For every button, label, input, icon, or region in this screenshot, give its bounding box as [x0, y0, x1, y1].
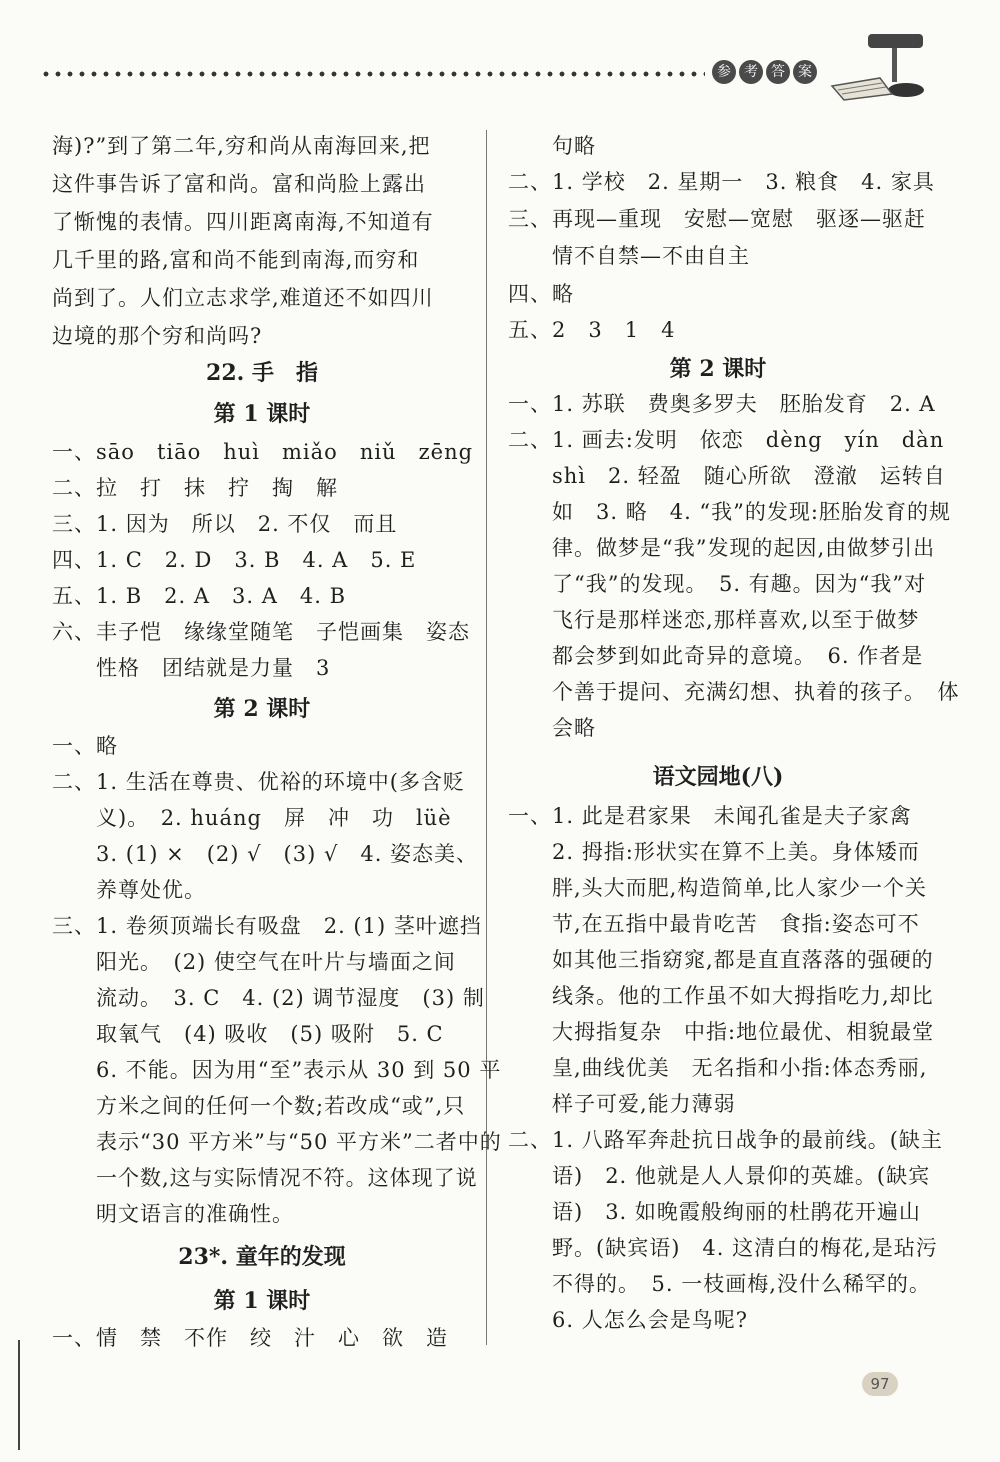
text-line: 表示“30 平方米”与“50 平方米”二者中的 — [52, 1130, 502, 1154]
dotted-rule — [40, 70, 705, 78]
reference-answer-badges — [712, 60, 817, 84]
text-line: 了惭愧的表情。四川距离南海,不知道有 — [52, 210, 434, 234]
lesson-subtitle: 第 1 课时 — [213, 401, 311, 427]
text-line: 三、1. 因为 所以 2. 不仅 而且 — [52, 512, 398, 536]
text-line: 2. 拇指:形状实在算不上美。身体矮而 — [508, 840, 920, 864]
text-line: 三、再现—重现 安慰—宽慰 驱逐—驱赶 — [508, 207, 926, 231]
text-line: 一、1. 此是君家果 未闻孔雀是夫子家禽 — [508, 804, 912, 828]
lesson-subtitle: 第 2 课时 — [669, 356, 767, 382]
text-line: 性格 团结就是力量 3 — [52, 656, 331, 680]
section-title: 语文园地(八) — [652, 764, 784, 790]
text-line: 飞行是那样迷恋,那样喜欢,以至于做梦 — [508, 608, 920, 632]
text-line: 二、1. 八路军奔赴抗日战争的最前线。(缺主 — [508, 1128, 943, 1152]
text-line: 个善于提问、充满幻想、执着的孩子。 体 — [508, 680, 960, 704]
text-line: 三、1. 卷须顶端长有吸盘 2. (1) 茎叶遮挡 — [52, 914, 482, 938]
text-line: 样子可爱,能力薄弱 — [508, 1092, 736, 1116]
text-line: 线条。他的工作虽不如大拇指吃力,却比 — [508, 984, 934, 1008]
column-divider — [486, 130, 487, 1345]
text-line: 方米之间的任何一个数;若改成“或”,只 — [52, 1094, 466, 1118]
text-line: 了“我”的发现。 5. 有趣。因为“我”对 — [508, 572, 927, 596]
text-line: 流动。 3. C 4. (2) 调节湿度 (3) 制 — [52, 986, 485, 1010]
text-line: 律。做梦是“我”发现的起因,由做梦引出 — [508, 536, 936, 560]
text-line: 情不自禁—不由自主 — [508, 244, 750, 268]
text-line: 语) 2. 他就是人人景仰的英雄。(缺宾 — [508, 1164, 931, 1188]
text-line: 不得的。 5. 一枝画梅,没什么稀罕的。 — [508, 1272, 931, 1296]
text-line: 五、2 3 1 4 — [508, 318, 676, 342]
desk-lamp-icon — [828, 28, 938, 103]
text-line: 野。(缺宾语) 4. 这清白的梅花,是玷污 — [508, 1236, 938, 1260]
text-line: 大拇指复杂 中指:地位最优、相貌最堂 — [508, 1020, 935, 1044]
text-line: 一、sāo tiāo huì miǎo niǔ zēng — [52, 440, 474, 464]
text-line: 句略 — [508, 134, 596, 158]
badge-char: 答 — [766, 60, 790, 84]
text-line: shì 2. 轻盈 随心所欲 澄澈 运转自 — [508, 464, 946, 488]
text-line: 养尊处优。 — [52, 878, 206, 902]
text-line: 语) 3. 如晚霞般绚丽的杜鹃花开遍山 — [508, 1200, 921, 1224]
text-line: 会略 — [508, 716, 596, 740]
lesson-subtitle: 第 2 课时 — [213, 696, 311, 722]
badge-char: 考 — [739, 60, 763, 84]
text-line: 胖,头大而肥,构造简单,比人家少一个关 — [508, 876, 928, 900]
text-line: 如 3. 略 4. “我”的发现:胚胎发育的规 — [508, 500, 951, 524]
text-line: 3. (1) × (2) √ (3) √ 4. 姿态美、 — [52, 842, 479, 866]
section-title: 22. 手 指 — [206, 360, 318, 386]
text-line: 四、1. C 2. D 3. B 4. A 5. E — [52, 548, 417, 572]
text-line: 边境的那个穷和尚吗? — [52, 324, 263, 348]
text-line: 6. 人怎么会是鸟呢? — [508, 1308, 748, 1332]
text-line: 二、1. 学校 2. 星期一 3. 粮食 4. 家具 — [508, 170, 935, 194]
text-line: 一个数,这与实际情况不符。这体现了说 — [52, 1166, 478, 1190]
text-line: 一、略 — [52, 734, 118, 758]
text-line: 都会梦到如此奇异的意境。 6. 作者是 — [508, 644, 924, 668]
text-line: 一、情 禁 不作 绞 汁 心 欲 造 — [52, 1326, 448, 1350]
page-header — [0, 0, 1000, 110]
text-line: 皇,曲线优美 无名指和小指:体态秀丽, — [508, 1056, 928, 1080]
text-line: 四、略 — [508, 282, 574, 306]
text-line: 取氧气 (4) 吸收 (5) 吸附 5. C — [52, 1022, 444, 1046]
text-line: 海)?”到了第二年,穷和尚从南海回来,把 — [52, 134, 431, 158]
badge-char: 案 — [793, 60, 817, 84]
text-line: 二、拉 打 抹 拧 掏 解 — [52, 476, 338, 500]
text-line: 六、丰子恺 缘缘堂随笔 子恺画集 姿态 — [52, 620, 470, 644]
page-number: 97 — [862, 1372, 898, 1396]
text-line: 五、1. B 2. A 3. A 4. B — [52, 584, 347, 608]
text-line: 6. 不能。因为用“至”表示从 30 到 50 平 — [52, 1058, 502, 1082]
text-line: 阳光。 (2) 使空气在叶片与墙面之间 — [52, 950, 456, 974]
text-line: 明文语言的准确性。 — [52, 1202, 294, 1226]
lesson-subtitle: 第 1 课时 — [213, 1288, 311, 1314]
text-line: 二、1. 生活在尊贵、优裕的环境中(多含贬 — [52, 770, 465, 794]
text-line: 节,在五指中最肯吃苦 食指:姿态可不 — [508, 912, 920, 936]
section-title: 23*. 童年的发现 — [178, 1244, 346, 1270]
binding-edge — [18, 1340, 20, 1450]
text-line: 尚到了。人们立志求学,难道还不如四川 — [52, 286, 434, 310]
badge-char: 参 — [712, 60, 736, 84]
text-line: 义)。 2. huáng 屏 冲 功 lüè — [52, 806, 452, 830]
text-line: 如其他三指窈窕,都是直直落落的强硬的 — [508, 948, 934, 972]
text-line: 这件事告诉了富和尚。富和尚脸上露出 — [52, 172, 426, 196]
text-line: 一、1. 苏联 费奥多罗夫 胚胎发育 2. A — [508, 392, 936, 416]
text-line: 二、1. 画去:发明 依恋 dèng yín dàn — [508, 428, 945, 452]
text-line: 几千里的路,富和尚不能到南海,而穷和 — [52, 248, 420, 272]
